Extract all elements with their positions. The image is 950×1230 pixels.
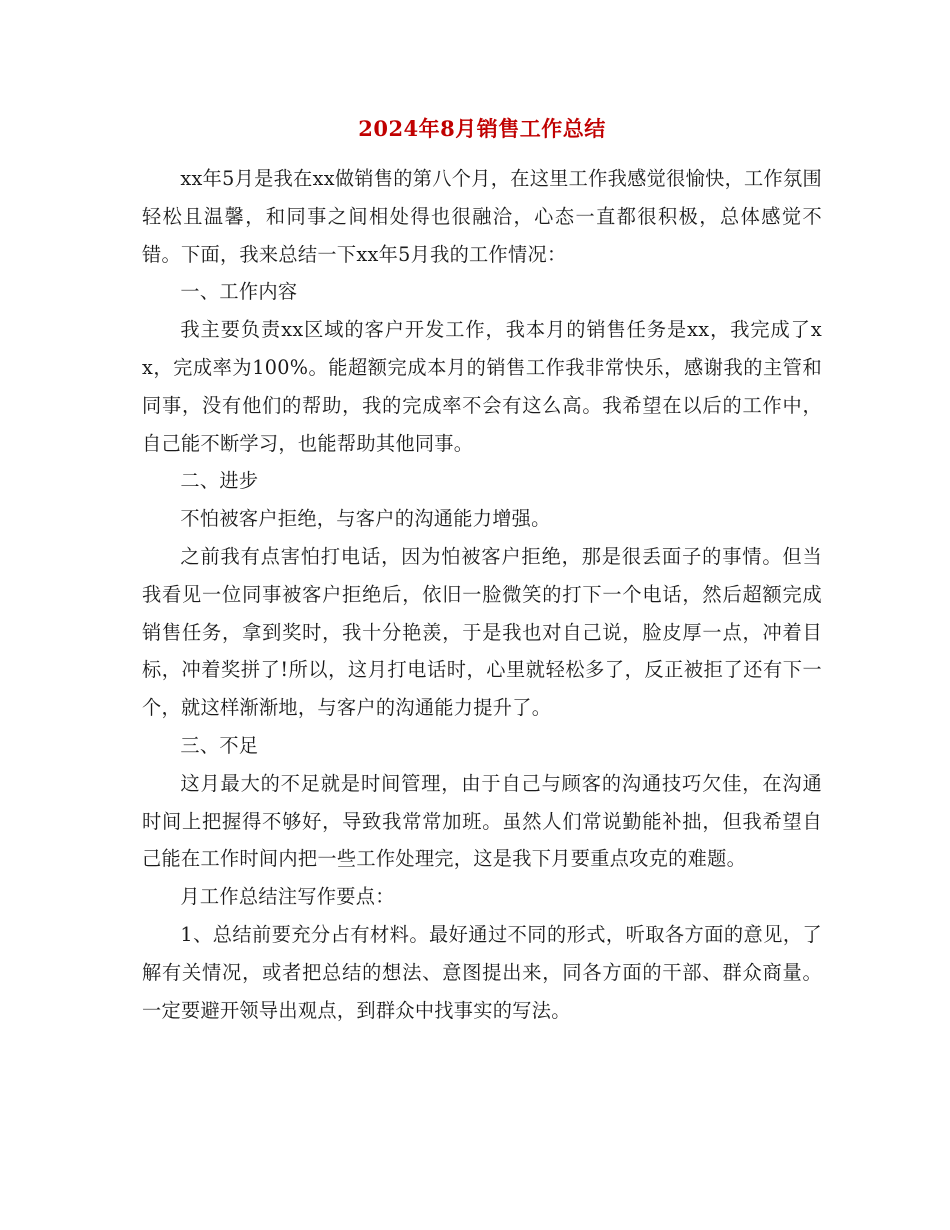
paragraph-shortcomings: 这月最大的不足就是时间管理，由于自己与顾客的沟通技巧欠佳，在沟通时间上把握得不够好，导致我常常加班。虽然人们常说勤能补拙，但我希望自己能在工作时间内把一些工作处理完，这是我下月要重点攻克的难题。 xyxy=(142,771,822,871)
paragraph-progress-summary: 不怕被客户拒绝，与客户的沟通能力增强。 xyxy=(180,507,551,531)
section-heading-work-content: 一、工作内容 xyxy=(180,280,298,304)
paragraph-progress-detail: 之前我有点害怕打电话，因为怕被客户拒绝，那是很丢面子的事情。但当我看见一位同事被客户拒绝后，依旧一脸微笑的打下一个电话，然后超额完成销售任务，拿到奖时，我十分艳羡，于是我也对自己说，脸皮厚一点，冲着目标，冲着奖拼了!所以，这月打电话时，心里就轻松多了，反正被拒了还有下一个，就这样渐渐地，与客户的沟通能力提升了。 xyxy=(142,544,822,720)
document-page xyxy=(142,112,822,1029)
section-heading-progress: 二、进步 xyxy=(180,469,259,493)
paragraph-writing-point-1: 1、总结前要充分占有材料。最好通过不同的形式，听取各方面的意见，了解有关情况，或者把总结的想法、意图提出来，同各方面的干部、群众商量。一定要避开领导出观点，到群众中找事实的写法。 xyxy=(142,922,822,1022)
document-title: 2024年8月销售工作总结 xyxy=(358,116,606,141)
section-heading-shortcomings: 三、不足 xyxy=(180,733,259,757)
paragraph-work-content: 我主要负责xx区域的客户开发工作，我本月的销售任务是xx，我完成了xx，完成率为100%。能超额完成本月的销售工作我非常快乐，感谢我的主管和同事，没有他们的帮助，我的完成率不会有这么高。我希望在以后的工作中，自己能不断学习，也能帮助其他同事。 xyxy=(142,318,822,455)
paragraph-intro: xx年5月是我在xx做销售的第八个月，在这里工作我感觉很愉快，工作氛围轻松且温馨，和同事之间相处得也很融洽，心态一直都很积极，总体感觉不错。下面，我来总结一下xx年5月我的工作情况： xyxy=(142,167,823,266)
section-heading-writing-points: 月工作总结注写作要点： xyxy=(180,885,395,909)
